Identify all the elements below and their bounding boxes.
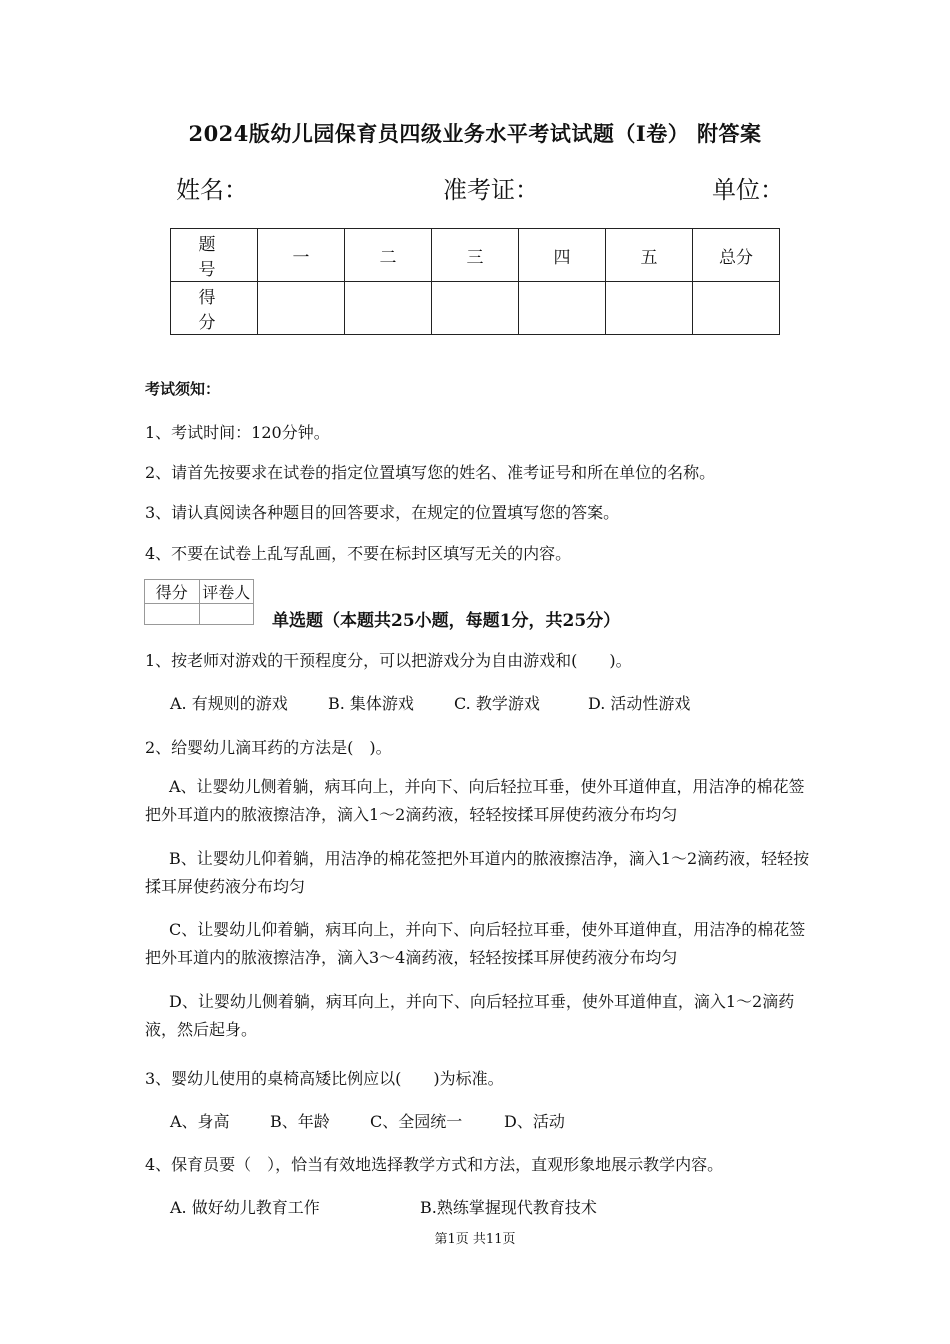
notice-item: 1、考试时间：120分钟。 [145,423,330,442]
grader-score-cell[interactable] [145,604,200,625]
question-3-option-d: D、活动 [504,1112,565,1131]
question-3-option-a: A、身高 [170,1112,230,1131]
score-cell[interactable] [345,282,432,335]
question-3-stem: 3、婴幼儿使用的桌椅高矮比例应以( )为标准。 [145,1069,504,1088]
question-4-stem: 4、保育员要（ ），恰当有效地选择教学方式和方法，直观形象地展示教学内容。 [145,1155,724,1174]
score-table-col-5: 五 [606,229,693,282]
score-cell[interactable] [432,282,519,335]
unit-label: 单位： [712,176,784,204]
question-1-option-b: B. 集体游戏 [328,694,414,713]
question-1-option-d: D. 活动性游戏 [588,694,691,713]
question-2-option-b: B、让婴幼儿仰着躺，用洁净的棉花签把外耳道内的脓液擦洁净，滴入1～2滴药液，轻轻按揉耳屏使药液分布均匀 [145,849,810,896]
question-3-option-c: C、全园统一 [370,1112,463,1131]
notice-heading: 考试须知： [145,380,221,398]
question-2-option-d: D、让婴幼儿侧着躺，病耳向上，并向下、向后轻拉耳垂，使外耳道伸直，滴入1～2滴药液，然后起身。 [145,992,795,1039]
document-title: 2024版幼儿园保育员四级业务水平考试试题（I卷） 附答案 [188,121,762,146]
score-table-col-2: 二 [345,229,432,282]
notice-item: 3、请认真阅读各种题目的回答要求，在规定的位置填写您的答案。 [145,503,620,522]
exam-id-label: 准考证： [443,176,539,204]
section-title: 单选题（本题共25小题，每题1分，共25分） [272,611,621,631]
score-cell[interactable] [258,282,345,335]
grader-table [144,579,254,625]
score-table-col-3: 三 [432,229,519,282]
score-table [170,228,780,335]
question-4-option-a: A. 做好幼儿教育工作 [170,1198,320,1217]
grader-name-cell[interactable] [199,604,254,625]
score-table-label-score: 得 分 [171,282,258,335]
page-footer: 第1页 共11页 [434,1232,516,1247]
grader-table-grader-label: 评卷人 [199,580,254,604]
score-table-score-row [171,282,780,335]
score-table-col-total: 总分 [693,229,780,282]
question-4-option-b: B.熟练掌握现代教育技术 [420,1198,597,1217]
question-1-stem: 1、按老师对游戏的干预程度分，可以把游戏分为自由游戏和( )。 [145,651,632,670]
question-2-option-a: A、让婴幼儿侧着躺，病耳向上，并向下、向后轻拉耳垂，使外耳道伸直，用洁净的棉花签把外耳道内的脓液擦洁净，滴入1～2滴药液，轻轻按揉耳屏使药液分布均匀 [145,777,805,824]
name-label: 姓名： [176,176,248,204]
grader-table-score-label: 得分 [145,580,200,604]
score-cell[interactable] [606,282,693,335]
score-table-header-row [171,229,780,282]
score-table-col-4: 四 [519,229,606,282]
score-table-col-1: 一 [258,229,345,282]
score-table-label-question-no: 题 号 [171,229,258,282]
notice-item: 4、不要在试卷上乱写乱画，不要在标封区填写无关的内容。 [145,544,572,563]
question-2-option-c: C、让婴幼儿仰着躺，病耳向上，并向下、向后轻拉耳垂，使外耳道伸直，用洁净的棉花签把外耳道内的脓液擦洁净，滴入3～4滴药液，轻轻按揉耳屏使药液分布均匀 [145,920,806,967]
question-2-stem: 2、给婴幼儿滴耳药的方法是( )。 [145,738,392,757]
question-3-option-b: B、年龄 [270,1112,330,1131]
score-cell[interactable] [519,282,606,335]
question-1-option-c: C. 教学游戏 [454,694,540,713]
question-1-option-a: A. 有规则的游戏 [170,694,288,713]
notice-item: 2、请首先按要求在试卷的指定位置填写您的姓名、准考证号和所在单位的名称。 [145,463,716,482]
score-cell[interactable] [693,282,780,335]
